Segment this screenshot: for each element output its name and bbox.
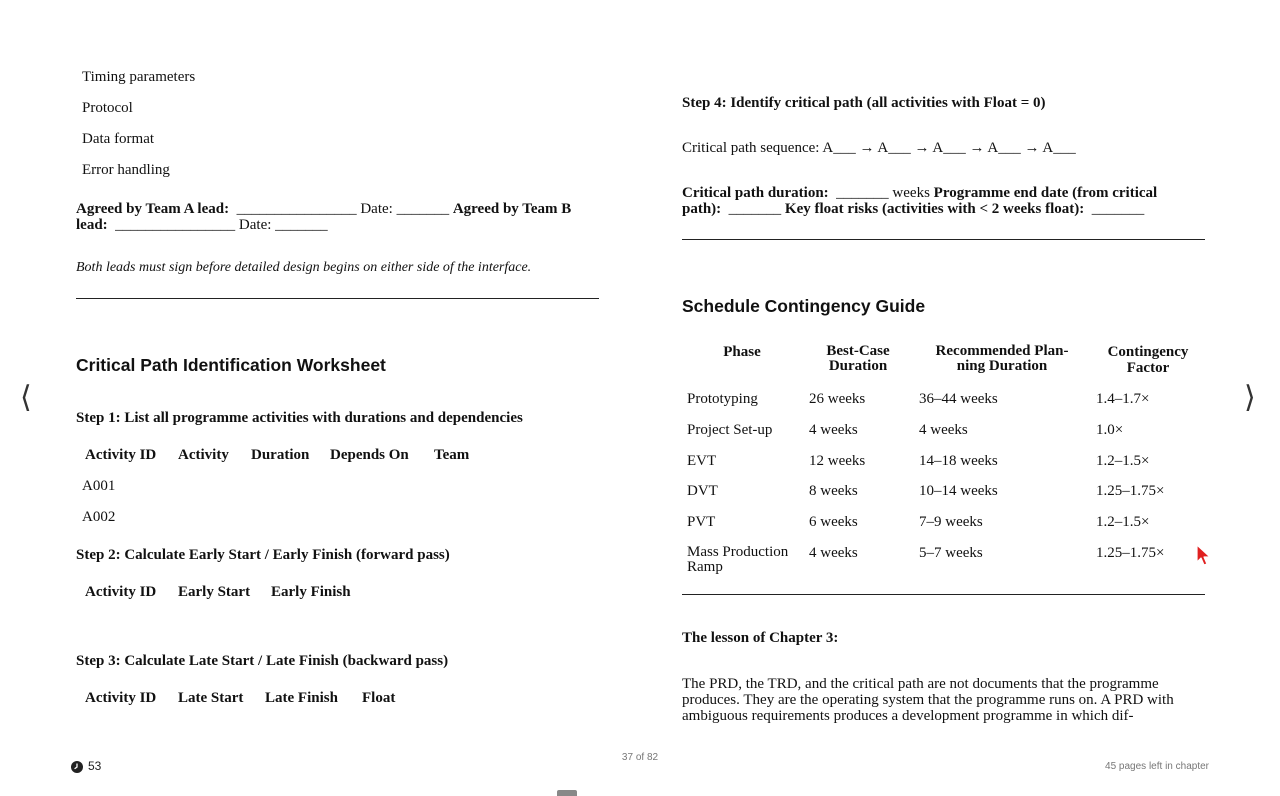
float-risks-blank: _______ <box>1091 201 1145 217</box>
table-cell: 1.2–1.5× <box>1096 514 1150 530</box>
page-count: 53 <box>88 759 102 773</box>
agreed-a-label: Agreed by Team A lead: <box>76 201 230 217</box>
end-date-blank: _______ <box>728 201 782 217</box>
list-item: Data format <box>82 131 155 147</box>
table-cell: 1.4–1.7× <box>1096 391 1150 407</box>
signoff-paragraph <box>76 201 600 233</box>
table-cell: 4 weeks <box>809 545 858 561</box>
table-cell: 8 weeks <box>809 483 858 499</box>
date-label: Date: <box>238 217 272 233</box>
table-header: Float <box>362 690 396 706</box>
divider <box>682 594 1205 595</box>
step4-heading: Step 4: Identify critical path (all activities with Float = 0) <box>682 95 1046 111</box>
step2-heading: Step 2: Calculate Early Start / Early Finish (forward pass) <box>76 547 450 563</box>
table-cell: Mass Production Ramp <box>687 544 789 575</box>
table-header: Late Finish <box>265 690 338 706</box>
step3-heading: Step 3: Calculate Late Start / Late Finish (backward pass) <box>76 653 449 669</box>
table-header: Activity ID <box>85 690 157 706</box>
agreed-b-label: Agreed by Team B lead: <box>76 201 572 233</box>
table-cell: DVT <box>687 483 718 499</box>
scrubber-handle[interactable] <box>557 790 577 796</box>
table-cell: 26 weeks <box>809 391 866 407</box>
table-header: Recommended Plan-ning Duration <box>935 343 1069 374</box>
date-blank: _______ <box>396 201 450 217</box>
list-item: Protocol <box>82 100 133 116</box>
table-cell: PVT <box>687 514 716 530</box>
table-cell: EVT <box>687 453 717 469</box>
date-label: Date: <box>360 201 393 217</box>
table-header: Team <box>434 447 470 463</box>
duration-label: Critical path duration: <box>682 185 829 201</box>
table-cell: 1.25–1.75× <box>1096 545 1165 561</box>
agreed-a-blank: ________________ <box>236 201 357 217</box>
table-header: Late Start <box>178 690 244 706</box>
signoff-note: Both leads must sign before detailed design begins on either side of the interface. <box>76 260 532 275</box>
table-cell: Prototyping <box>687 391 758 407</box>
table-cell: 1.2–1.5× <box>1096 453 1150 469</box>
table-header: Activity ID <box>85 447 157 463</box>
table-cell: 7–9 weeks <box>919 514 983 530</box>
table-header: Best-Case Duration <box>826 343 890 374</box>
table-cell: 4 weeks <box>809 422 858 438</box>
table-header: Activity ID <box>85 584 157 600</box>
agreed-b-blank: ________________ <box>115 217 236 233</box>
critical-path-sequence: Critical path sequence: A___ → A___ → A___ → A___ → A___ <box>682 140 1076 156</box>
page-position: 37 of 82 <box>621 752 659 763</box>
table-header: Duration <box>251 447 310 463</box>
table-header: Depends On <box>330 447 409 463</box>
divider <box>76 298 599 299</box>
table-cell: 12 weeks <box>809 453 866 469</box>
pages-left: 45 pages left in chapter <box>1105 761 1209 772</box>
date-blank: _______ <box>275 217 328 233</box>
table-cell: 1.0× <box>1096 422 1124 438</box>
divider <box>682 239 1205 240</box>
table-cell: 6 weeks <box>809 514 858 530</box>
float-risks-label: Key float risks (activities with < 2 weeks float): <box>784 201 1085 217</box>
worksheet-title: Critical Path Identification Worksheet <box>76 355 386 375</box>
table-cell: 1.25–1.75× <box>1096 483 1165 499</box>
table-cell: 5–7 weeks <box>919 545 983 561</box>
previous-page-button[interactable]: ⟨ <box>20 380 32 415</box>
step1-heading: Step 1: List all programme activities with durations and dependencies <box>76 410 523 426</box>
table-cell: 10–14 weeks <box>919 483 998 499</box>
list-item: Error handling <box>82 162 170 178</box>
lesson-text: The PRD, the TRD, and the critical path are not documents that the programme produces. They are the operating system that the programme runs on. A PRD with ambiguous requirements produces a development programme in which dif- <box>682 676 1174 724</box>
duration-unit: weeks <box>892 185 930 201</box>
mouse-cursor-icon <box>1196 544 1212 573</box>
list-item: Timing parameters <box>82 69 196 85</box>
table-cell: A001 <box>82 478 116 494</box>
table-header: Activity <box>178 447 229 463</box>
duration-blank: _______ <box>836 185 889 201</box>
end-date-label: Programme end date (from critical path): <box>682 185 1158 217</box>
table-header: Early Start <box>178 584 251 600</box>
table-header: Phase <box>723 344 761 360</box>
table-cell: 36–44 weeks <box>919 391 998 407</box>
table-cell: Project Set-up <box>687 422 773 438</box>
lesson-title: The lesson of Chapter 3: <box>682 630 839 646</box>
contingency-title: Schedule Contingency Guide <box>682 296 926 316</box>
critical-path-summary <box>682 185 1202 217</box>
table-header: Contingency Factor <box>1107 344 1189 376</box>
next-page-button[interactable]: ⟩ <box>1244 380 1256 415</box>
table-cell: A002 <box>82 509 116 525</box>
table-cell: 4 weeks <box>919 422 968 438</box>
table-cell: 14–18 weeks <box>919 453 998 469</box>
table-header: Early Finish <box>271 584 351 600</box>
